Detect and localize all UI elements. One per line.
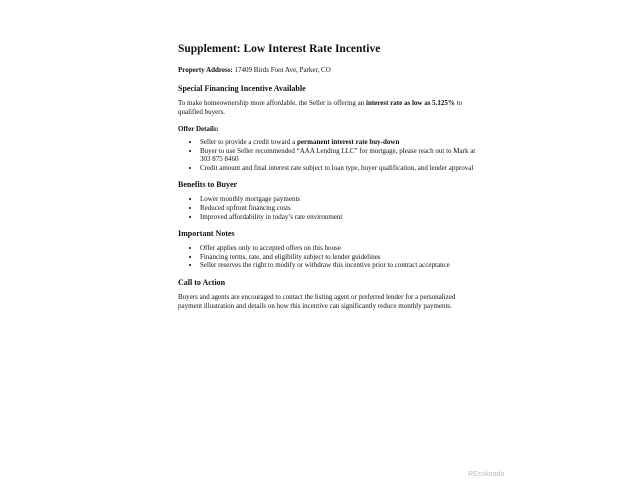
list-item: • Credit amount and final interest rate subject to loan type, buyer qualification, and lender approval [200, 164, 478, 173]
section-heading-benefits: Benefits to Buyer [178, 180, 238, 190]
list-item: • Financing terms, rate, and eligibility subject to lender guidelines [200, 253, 478, 262]
benefits-list [178, 195, 478, 221]
section-heading-financing: Special Financing Incentive Available [178, 84, 306, 93]
offer-item-text: Seller to provide a credit toward a [200, 138, 297, 146]
list-item: • Seller reserves the right to modify or withdraw this incentive prior to contract acceptance [200, 261, 478, 270]
intro-text: To make homeownership more affordable, the Seller is offering an [178, 99, 366, 107]
document-page [178, 42, 478, 311]
cta-body: Buyers and agents are encouraged to contact the listing agent or preferred lender for a personalized payment illustration and details on how this incentive can significantly reduce monthly payments. [178, 292, 456, 310]
notes-list [178, 244, 478, 270]
intro-rate-bold: interest rate as low as 5.125% [366, 99, 455, 107]
section-heading-notes: Important Notes [178, 229, 235, 239]
address-label: Property Address: [178, 66, 233, 74]
list-item [200, 138, 478, 147]
offer-details-label: Offer Details: [178, 125, 219, 133]
list-item: • Lower monthly mortgage payments [200, 195, 478, 204]
list-item: • Improved affordability in today’s rate environment [200, 213, 478, 222]
offer-item-bold: permanent interest rate buy-down [297, 138, 400, 146]
list-item: • Buyer to use Seller recommended “AAA Lending LLC” for mortgage, please reach out to Mark at 303 875 8460 [200, 147, 478, 164]
property-address [178, 66, 478, 75]
section-heading-cta: Call to Action [178, 277, 226, 287]
list-item: • Reduced upfront financing costs [200, 204, 478, 213]
intro-text-end: to qualified buyers. [178, 99, 463, 116]
document-title: Supplement: Low Interest Rate Incentive [178, 43, 381, 55]
watermark-logo: REcolorado [468, 471, 505, 478]
list-item: • Offer applies only to accepted offers on this house [200, 244, 478, 253]
financing-intro [178, 99, 478, 117]
address-value: 17409 Birds Foot Ave, Parker, CO [234, 66, 331, 74]
offer-details-list [178, 138, 478, 172]
